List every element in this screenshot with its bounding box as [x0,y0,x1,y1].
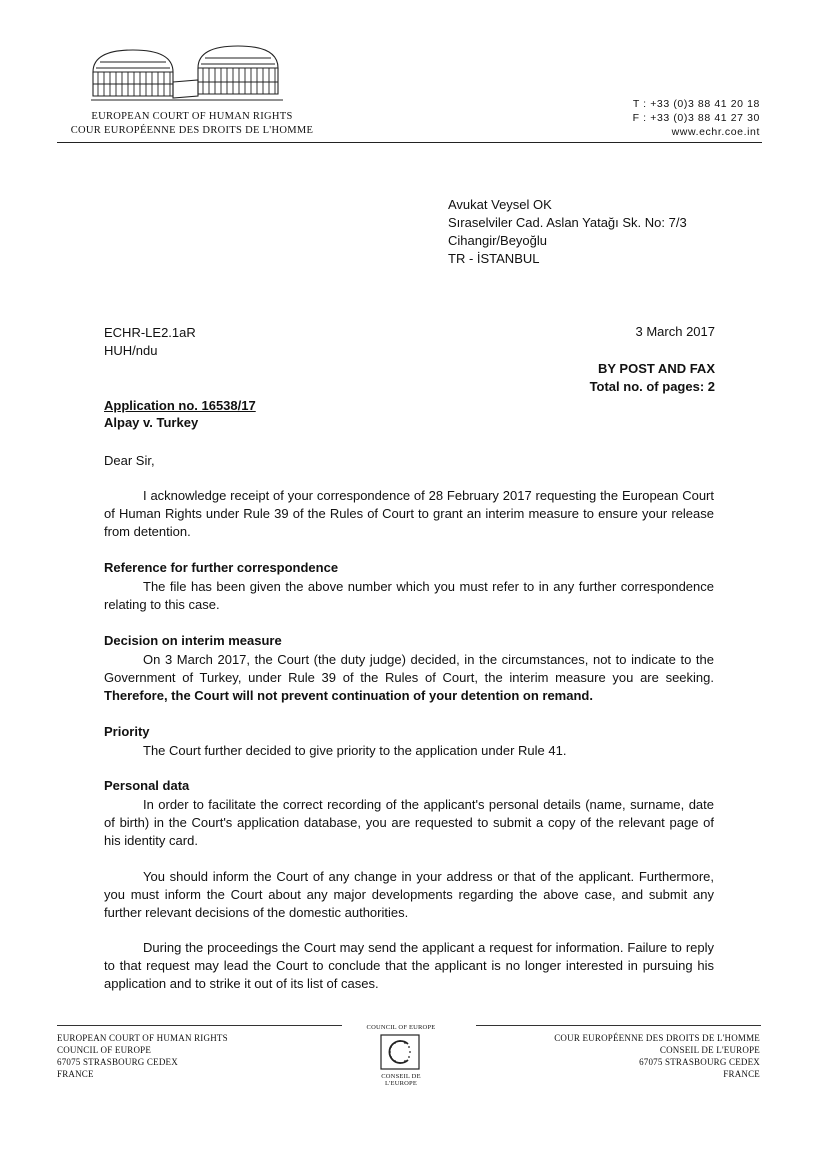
recipient-district: Cihangir/Beyoğlu [448,233,548,248]
phone-number: T : +33 (0)3 88 41 20 18 [632,98,760,110]
recipient-name: Avukat Veysel OK [448,197,552,212]
decision-heading: Decision on interim measure [104,633,282,648]
salutation: Dear Sir, [104,453,155,468]
coe-label-top: COUNCIL OF EUROPE [366,1024,436,1031]
footer-right-line: COUR EUROPÉENNE DES DROITS DE L'HOMME [554,1033,760,1043]
priority-paragraph: The Court further decided to give priority to the application under Rule 41. [143,743,567,758]
priority-heading: Priority [104,724,150,739]
personal-data-heading: Personal data [104,778,190,793]
footer-address-right [554,1032,760,1080]
footer-right-line: FRANCE [723,1069,760,1079]
intro-paragraph: I acknowledge receipt of your correspondence of 28 February 2017 requesting the European Court of Human Rights under Rule 39 of the Rules of Court to grant an interim measure to ensure your release from detention. [104,488,714,539]
recipient-city: TR - İSTANBUL [448,251,540,266]
case-name: Alpay v. Turkey [104,415,199,430]
personal-data-paragraph: In order to facilitate the correct recording of the applicant's personal details (name, surname, date of birth) in the Court's application database, you are requested to submit a copy of the relevant page of his identity card. [104,797,714,848]
decision-text: On 3 March 2017, the Court (the duty judge) decided, in the circumstances, not to indicate to the Government of Turkey, under Rule 39 of the Rules of Court, the interim measure you are seeking. [104,652,714,685]
footer-left-line: COUNCIL OF EUROPE [57,1045,152,1055]
court-building-logo [88,42,288,104]
header-divider [57,142,762,143]
court-name-en: EUROPEAN COURT OF HUMAN RIGHTS [91,111,293,122]
reference-initials: HUH/ndu [104,343,158,358]
footer-address-left [57,1032,228,1080]
delivery-method: BY POST AND FAX [597,361,715,376]
footer-left-line: EUROPEAN COURT OF HUMAN RIGHTS [57,1033,228,1043]
letter-date: 3 March 2017 [635,324,715,339]
court-name-fr: COUR EUROPÉENNE DES DROITS DE L'HOMME [70,125,314,136]
decision-bold-text: Therefore, the Court will not prevent continuation of your detention on remand. [104,688,593,703]
page-count: Total no. of pages: 2 [589,379,715,394]
delivery-block [590,360,715,396]
coe-label-bottom: CONSEIL DE L'EUROPE [381,1073,421,1087]
footer-right-line: CONSEIL DE L'EUROPE [659,1045,760,1055]
reference-code: ECHR-LE2.1aR [104,325,196,340]
footer-divider-left [57,1025,342,1026]
recipient-address [448,196,687,268]
footer-left-line: FRANCE [57,1069,94,1079]
inform-paragraph: You should inform the Court of any change in your address or that of the applicant. Furthermore, you must inform the Court about any major developments regarding the above case, and submit any further relevant decisions of the domestic authorities. [104,869,714,920]
proceedings-paragraph: During the proceedings the Court may send the applicant a request for information. Failure to reply to that request may lead the Court to conclude that the applicant is no longer interested in pursuing his application and to strike it out of its list of cases. [104,940,714,991]
decision-paragraph [104,651,714,705]
recipient-street: Sıraselviler Cad. Aslan Yatağı Sk. No: 7/3 [448,215,687,230]
footer-right-line: 67075 STRASBOURG CEDEX [639,1057,760,1067]
ref-paragraph: The file has been given the above number which you must refer to in any further correspondence relating to this case. [104,579,714,612]
footer-divider-right [476,1025,761,1026]
council-of-europe-logo-icon [380,1034,420,1070]
fax-number: F : +33 (0)3 88 41 27 30 [632,112,760,124]
application-number: Application no. 16538/17 [104,398,256,413]
contact-block [633,97,760,139]
website-link[interactable]: www.echr.coe.int [671,126,760,138]
reference-block [104,324,196,360]
ref-heading: Reference for further correspondence [104,560,339,575]
footer-left-line: 67075 STRASBOURG CEDEX [57,1057,178,1067]
